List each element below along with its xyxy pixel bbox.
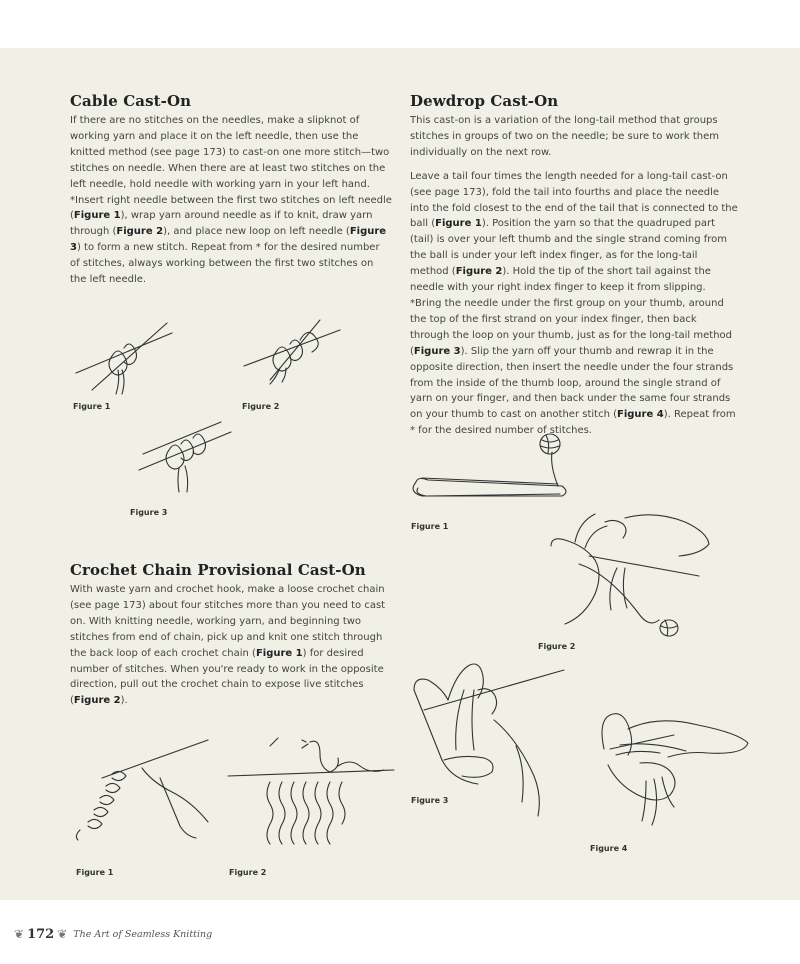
laurel-left-icon: ❦ [14, 927, 25, 941]
dewdrop-heading: Dewdrop Cast-On [410, 92, 559, 110]
cable-cast-on-heading: Cable Cast-On [70, 92, 192, 110]
crochet-chain-text: With waste yarn and crochet hook, make a loose crochet chain (see page 173) about four stitches more than you need to cast on. With knitting needle, working yarn, and beginning two stitches from end of chain, pick up and knit one stitch through the back loop of each crochet chain (Figure 1) for desired number of stitches. When you're ready to work in the opposite direction, pull out the crochet chain to expose live stitches (Figure 2). [70, 584, 386, 707]
dewdrop-figure-4-illustration [590, 705, 755, 835]
laurel-right-icon: ❦ [57, 927, 68, 941]
page-number: 172 [27, 926, 55, 942]
cable-figure-3-illustration [135, 418, 245, 498]
cable-figure-2-caption: Figure 2 [242, 402, 280, 411]
book-title: The Art of Seamless Knitting [73, 928, 213, 940]
dewdrop-figure-1-caption: Figure 1 [411, 522, 449, 531]
dewdrop-figure-2-caption: Figure 2 [538, 642, 576, 651]
crochet-figure-2-caption: Figure 2 [229, 868, 267, 877]
dewdrop-figure-1-illustration [408, 430, 578, 512]
dewdrop-text: This cast-on is a variation of the long-tail method that groups stitches in groups of two on the needle; be sure to work them individually on the next row. Leave a tail four times the length needed for a long-tail cast-on (see page 173), fold the tail into fourths and place the needle into the fold closest to the end of the tail that is connected to the ball (Figure 1). Position the yarn so that the quadruped part (tail) is over your left thumb and the single strand coming from the ball is under your left index finger, as for the long-tail method (Figure 2). Hold the tip of the short tail against the needle with your right index finger to keep it from slipping. *Bring the needle under the first group on your thumb, around the top of the first strand on your index finger, then back through the loop on your thumb, just as for the long-tail method (Figure 3). Slip the yarn off your thumb and rewrap it in the opposite direction, then insert the needle under the four strands from the inside of the thumb loop, around the single strand of yarn on your finger, and then back under the same four strands on your thumb to cast on another stitch (Figure 4). Repeat from * for the desired number of stitches. [410, 115, 738, 437]
cable-cast-on-text: If there are no stitches on the needles, make a slipknot of working yarn and place it on the left needle, then use the knitted method (see page 173) to cast-on one more stitch—two stitches on needle. When there are at least two stitches on the left needle, hold needle with working yarn in your left hand. *Insert right needle between the first two stitches on left needle (Figure 1), wrap yarn around needle as if to knit, draw yarn through (Figure 2), and place new loop on left needle (Figure 3) to form a new stitch. Repeat from * for the desired number of stitches, always working between the first two stitches on the left needle. [70, 115, 392, 286]
cable-figure-1-caption: Figure 1 [73, 402, 111, 411]
cable-figure-3-caption: Figure 3 [130, 508, 168, 517]
dewdrop-figure-4-caption: Figure 4 [590, 844, 628, 853]
crochet-chain-heading: Crochet Chain Provisional Cast-On [70, 561, 366, 579]
page-footer [14, 924, 212, 944]
dewdrop-figure-3-caption: Figure 3 [411, 796, 449, 805]
cable-figure-2-illustration [240, 318, 350, 388]
top-margin [0, 0, 800, 48]
crochet-figure-1-caption: Figure 1 [76, 868, 114, 877]
crochet-figure-1-illustration [72, 738, 222, 843]
crochet-figure-2-illustration [226, 736, 396, 846]
dewdrop-figure-2-illustration [545, 508, 715, 643]
cable-figure-1-illustration [72, 318, 182, 398]
